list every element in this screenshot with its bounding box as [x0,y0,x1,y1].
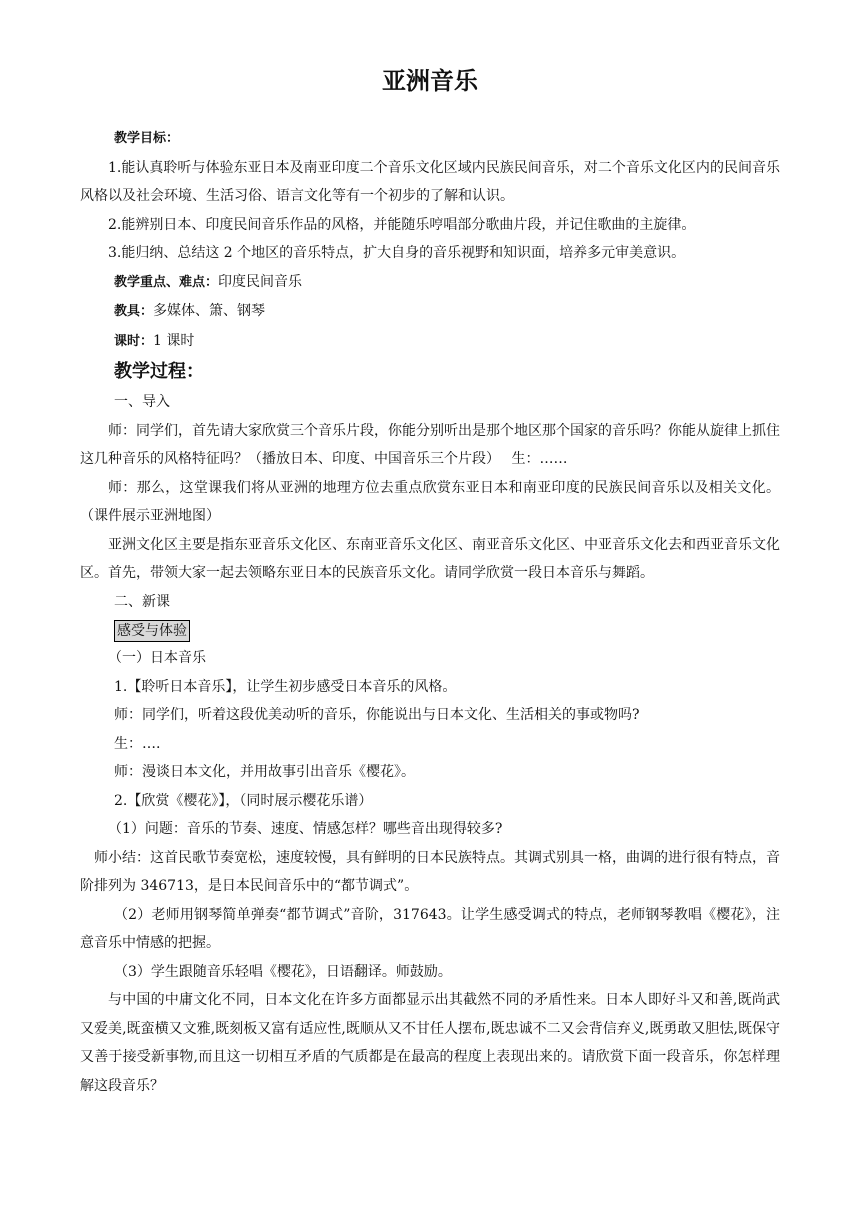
tools-label: 教具： [114,304,154,319]
intro-paragraph-3: 亚洲文化区主要是指东亚音乐文化区、东南亚音乐文化区、南亚音乐文化区、中亚音乐文化去和西亚音乐文化区。首先，带领大家一起去领略东亚日本的民族音乐文化。请同学欣赏一段日本音乐与舞蹈。 [80,536,780,581]
hours-value: 1 课时 [153,332,195,349]
objectives-label: 教学目标： [114,131,180,146]
new-lesson-heading: 二、新课 [114,593,170,610]
step-3-paragraph: （3）学生跟随音乐轻唱《樱花》，日语翻译。师鼓励。 [114,963,452,980]
hours-label: 课时： [114,333,154,349]
objective-item-3: 3.能归纳、总结这 2 个地区的音乐特点，扩大自身的音乐视野和知识面，培养多元审美意识。 [108,245,686,261]
lesson-line-2: 师：同学们，听着这段优美动听的音乐，你能说出与日本文化、生活相关的事或物吗? [114,707,640,723]
objective-item-2: 2.能辨别日本、印度民间音乐作品的风格，并能随乐哼唱部分歌曲片段，并记住歌曲的主旋律。 [108,216,696,233]
intro-paragraph-2: 师：那么，这堂课我们将从亚洲的地理方位去重点欣赏东亚日本和南亚印度的民族民间音乐以及相关文化。（课件展示亚洲地图） [80,479,780,524]
hours-line [80,327,780,357]
document-body [80,124,780,1100]
lesson-line-1: 1.【聆听日本音乐】，让学生初步感受日本音乐的风格。 [114,678,457,695]
tools-line [80,297,780,327]
lesson-line-6: （1）问题：音乐的节奏、速度、情感怎样？哪些音出现得较多? [108,821,503,837]
page-title: 亚洲音乐 [382,67,478,95]
process-heading: 教学过程： [114,361,204,382]
japan-music-heading: （一）日本音乐 [108,650,206,666]
objective-item-1: 1.能认真聆听与体验东亚日本及南亚印度二个音乐文化区域内民族民间音乐，对二个音乐文化区内的民间音乐风格以及社会环境、生活习俗、语言文化等有一个初步的了解和认识。 [80,159,780,204]
key-points-value: 印度民间音乐 [218,273,303,290]
intro-heading: 一、导入 [114,394,170,410]
key-points-label: 教学重点、难点： [114,274,219,290]
lesson-line-3: 生：…. [114,735,161,752]
key-points-line [80,268,780,298]
lesson-line-5: 2.【欣赏《樱花》】，（同时展示樱花乐谱） [114,792,373,809]
teacher-summary: 师小结：这首民歌节奏宽松，速度较慢，具有鲜明的日本民族特点。其调式别具一格，曲调的进行很有特点，音阶排列为 346713，是日本民间音乐中的“都节调式”。 [80,849,780,894]
tools-value: 多媒体、箫、钢琴 [153,303,266,319]
experience-label-box: 感受与体验 [114,620,190,642]
lesson-line-4: 师：漫谈日本文化，并用故事引出音乐《樱花》。 [114,764,415,780]
closing-paragraph: 与中国的中庸文化不同，日本文化在许多方面都显示出其截然不同的矛盾性来。日本人即好斗又和善,既尚武又爱美,既蛮横又文雅,既刻板又富有适应性,既顺从又不甘任人摆布,既忠诚不二又会背信弃义,既勇敢又胆怯,既保守又善于接受新事物,而且这一切相互矛盾的气质都是在最高的程度上表现出来的。请欣赏下面一段音乐，你怎样理解这段音乐？ [80,992,780,1094]
step-2-paragraph: （2）老师用钢琴简单弹奏“都节调式”音阶，317643。让学生感受调式的特点，老师钢琴教唱《樱花》，注意音乐中情感的把握。 [80,906,780,951]
intro-paragraph-1: 师：同学们，首先请大家欣赏三个音乐片段，你能分别听出是那个地区那个国家的音乐吗？你能从旋律上抓住这几种音乐的风格特征吗？（播放日本、印度、中国音乐三个片段） 生：…… [80,422,780,467]
